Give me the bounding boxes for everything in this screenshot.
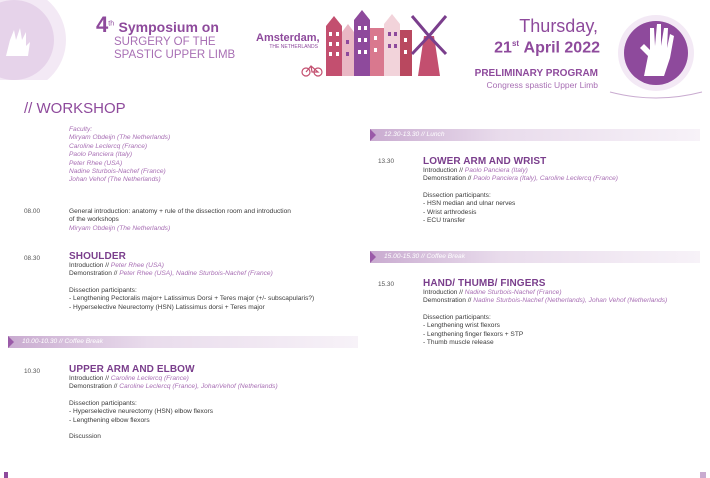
- lunch-label: 12.30-13.30 // Lunch: [384, 131, 445, 138]
- demo-speaker: Caroline Leclercq (France), JohanVehof (Netherlands): [119, 383, 278, 391]
- session-title: HAND/ THUMB/ FINGERS: [423, 278, 546, 289]
- faculty-member: Paolo Panciera (Italy): [69, 151, 133, 159]
- session-title: UPPER ARM AND ELBOW: [69, 364, 195, 375]
- dissection-item: - Hyperselective Neurectomy (HSN) Latissimus dorsi + Teres major: [69, 303, 265, 311]
- demo-label: Demonstration //: [69, 383, 118, 391]
- dissection-item: - ECU transfer: [423, 217, 466, 225]
- session-title: LOWER ARM AND WRIST: [423, 156, 547, 167]
- general-introduction: [69, 208, 291, 233]
- dissection-label: Dissection participants:: [69, 286, 137, 294]
- dissection-label: Dissection participants:: [423, 313, 491, 321]
- lower-arm-session: [423, 156, 618, 225]
- date-suffix: st: [511, 39, 520, 48]
- intro-speaker: Peter Rhee (USA): [110, 262, 164, 269]
- dissection-item: - Lengthening finger flexors + STP: [423, 330, 524, 338]
- demo-label: Demonstration //: [423, 175, 472, 183]
- dissection-item: - Lengthening Pectoralis major+ Latissimus Dorsi + Teres major (+/- subscapularis?): [69, 295, 315, 303]
- intro-speaker: Miryam Obdeijn (The Netherlands): [69, 224, 171, 232]
- dissection-item: - Thumb muscle release: [423, 339, 494, 347]
- upper-arm-session: [69, 364, 278, 441]
- country: THE NETHERLANDS: [269, 44, 318, 50]
- symposium-title: [96, 12, 219, 38]
- session-title: SHOULDER: [69, 251, 126, 262]
- title-line-1: SURGERY OF THE: [114, 36, 216, 48]
- discussion: Discussion: [69, 433, 101, 441]
- session-time: 15.30: [378, 281, 394, 288]
- shoulder-session: [69, 251, 314, 312]
- dissection-label: Dissection participants:: [423, 191, 491, 199]
- hand-session: [423, 278, 667, 347]
- symposium-on: Symposium on: [118, 19, 219, 35]
- intro-label: Introduction //: [69, 262, 109, 269]
- intro-speaker: Paolo Panciera (Italy): [464, 167, 528, 174]
- lunch-bar: [370, 129, 700, 141]
- intro-text: General introduction: anatomy + rule of the dissection room and introduction: [69, 208, 291, 215]
- city: Amsterdam,: [256, 32, 320, 44]
- page-corner-marker-right: [700, 472, 706, 478]
- ordinal-suffix: th: [108, 20, 115, 28]
- dissection-item: - Lengthening wrist flexors: [423, 322, 500, 330]
- intro-speaker: Nadine Sturbois-Nachef (France): [464, 289, 562, 296]
- break-label: 15.00-15.30 // Coffee Break: [384, 253, 466, 260]
- intro-label: Introduction //: [69, 375, 109, 382]
- header: [0, 0, 710, 100]
- demo-speaker: Nadine Sturbois-Nachef (Netherlands), Johan Vehof (Netherlands): [473, 297, 668, 305]
- dissection-label: Dissection participants:: [69, 399, 137, 407]
- faculty-member: Johan Vehof (The Netherlands): [69, 176, 161, 184]
- day: Thursday,: [519, 16, 598, 36]
- intro-label: Introduction //: [423, 289, 463, 296]
- date: [440, 39, 600, 57]
- demo-speaker: Peter Rhee (USA), Nadine Sturbois-Nachef (France): [119, 270, 273, 278]
- program-subtitle: Congress spastic Upper Limb: [486, 80, 598, 90]
- date-number: 21: [494, 39, 512, 57]
- intro-speaker: Caroline Leclercq (France): [110, 375, 189, 382]
- ordinal-number: 4: [96, 12, 109, 37]
- hand-logo-right-icon: [606, 6, 706, 102]
- faculty-member: Caroline Leclercq (France): [69, 142, 148, 150]
- intro-label: Introduction //: [423, 167, 463, 174]
- demo-speaker: Paolo Panciera (Italy), Caroline Leclercq (France): [473, 175, 618, 183]
- title-line-2: SPASTIC UPPER LIMB: [114, 49, 236, 61]
- dissection-item: - Lengthening elbow flexors: [69, 416, 150, 424]
- program-label: PRELIMINARY PROGRAM: [474, 68, 598, 79]
- break-label: 10.00-10.30 // Coffee Break: [22, 338, 104, 345]
- faculty-member: Nadine Sturbois-Nachef (France): [69, 168, 166, 176]
- hand-logo-left-icon: [0, 0, 80, 80]
- faculty-member: Peter Rhee (USA): [69, 159, 123, 167]
- faculty-label: Faculty:: [69, 126, 93, 133]
- amsterdam-houses-illustration: [300, 8, 450, 80]
- date-rest: April 2022: [523, 39, 600, 57]
- coffee-break-bar: [370, 251, 700, 263]
- dissection-item: - Hyperselective neurectomy (HSN) elbow flexors: [69, 408, 214, 416]
- demo-label: Demonstration //: [69, 270, 118, 278]
- page-corner-marker-left: [4, 472, 8, 478]
- intro-text: of the workshops: [69, 216, 119, 224]
- faculty-block: [69, 126, 170, 185]
- session-time: 08.00: [24, 208, 40, 215]
- session-time: 10.30: [24, 368, 40, 375]
- dissection-item: - Wrist arthrodesis: [423, 208, 477, 216]
- faculty-member: Miryam Obdeijn (The Netherlands): [69, 134, 171, 142]
- demo-label: Demonstration //: [423, 297, 472, 305]
- session-time: 08.30: [24, 255, 40, 262]
- workshop-heading: // WORKSHOP: [24, 100, 126, 117]
- dissection-item: - HSN median and ulnar nerves: [423, 200, 516, 208]
- coffee-break-bar: [8, 336, 358, 348]
- session-time: 13.30: [378, 158, 394, 165]
